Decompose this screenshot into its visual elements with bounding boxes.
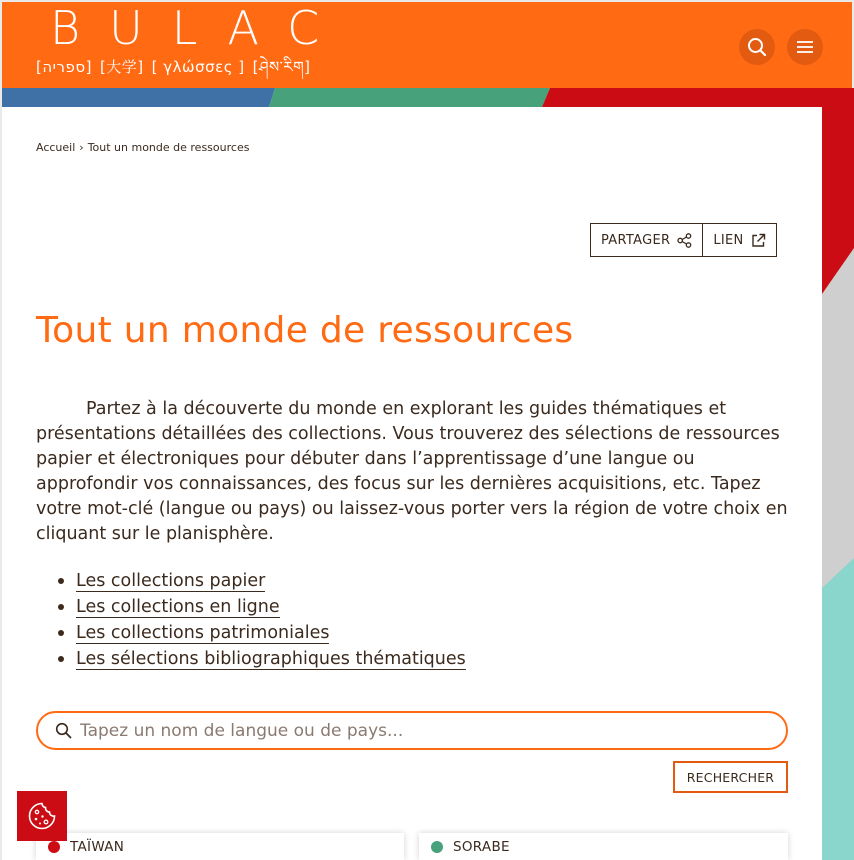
copy-link-button[interactable]: [702, 224, 775, 256]
share-toolbar: [590, 223, 777, 257]
cookie-icon: [27, 801, 57, 831]
header-menu-button[interactable]: [787, 29, 823, 65]
site-logo[interactable]: BULAC: [50, 1, 349, 55]
link-collections-patrimoniales[interactable]: Les collections patrimoniales: [76, 623, 330, 643]
link-button-label: LIEN: [713, 232, 744, 248]
breadcrumb-current: Tout un monde de ressources: [87, 141, 250, 154]
search-icon: [747, 37, 767, 57]
language-cards: [36, 833, 788, 860]
main-content: [2, 107, 822, 860]
breadcrumb-separator: ›: [79, 141, 84, 154]
decorative-side-strip: [822, 88, 854, 860]
language-search-box: [36, 711, 788, 750]
decorative-color-band: [2, 88, 822, 107]
external-link-icon: [751, 233, 766, 248]
share-icon: [677, 233, 692, 248]
link-collections-en-ligne[interactable]: Les collections en ligne: [76, 597, 280, 617]
search-submit-button[interactable]: RECHERCHER: [673, 761, 788, 793]
logo-scripts: [36, 56, 319, 78]
list-item: [58, 620, 466, 646]
cookie-settings-button[interactable]: [17, 791, 67, 841]
search-icon: [55, 722, 72, 739]
list-item: [58, 568, 466, 594]
breadcrumb: [36, 141, 249, 154]
share-button[interactable]: [591, 224, 702, 256]
language-search-input[interactable]: [80, 721, 760, 741]
card-label: SORABE: [453, 839, 510, 855]
language-card-sorabe[interactable]: [419, 833, 788, 860]
link-selections-bibliographiques[interactable]: Les sélections bibliographiques thématiques: [76, 649, 466, 669]
logo-script-hebrew: [ספריה]: [36, 58, 92, 76]
page-title: Tout un monde de ressources: [36, 310, 574, 351]
site-header: [2, 2, 852, 88]
logo-script-greek: [ γλώσσες ]: [151, 58, 245, 76]
list-item: [58, 646, 466, 672]
collections-link-list: [58, 568, 466, 672]
share-button-label: PARTAGER: [601, 232, 671, 248]
header-search-button[interactable]: [739, 29, 775, 65]
intro-paragraph: Partez à la découverte du monde en explorant les guides thématiques et présentations détaillées des collections. Vous trouverez des sélections de ressources papier et électroniques pour débuter dans l’apprentissage d’une langue ou approfondir vos connaissances, des focus sur les dernières acquisitions, etc. Tapez votre mot-clé (langue ou pays) ou laissez-vous porter vers la région de votre choix en cliquant sur le planisphère.: [36, 399, 788, 544]
language-card-taiwan[interactable]: [36, 833, 404, 860]
card-dot: [431, 841, 443, 853]
breadcrumb-home-link[interactable]: Accueil: [36, 141, 76, 154]
card-dot: [48, 841, 60, 853]
link-collections-papier[interactable]: Les collections papier: [76, 571, 266, 591]
card-label: TAÏWAN: [70, 839, 125, 855]
list-item: [58, 594, 466, 620]
hamburger-menu-icon: [796, 39, 814, 55]
logo-script-chinese: [大学]: [99, 58, 144, 76]
logo-script-tibetan: [ཤེས་རིག]: [252, 58, 311, 76]
